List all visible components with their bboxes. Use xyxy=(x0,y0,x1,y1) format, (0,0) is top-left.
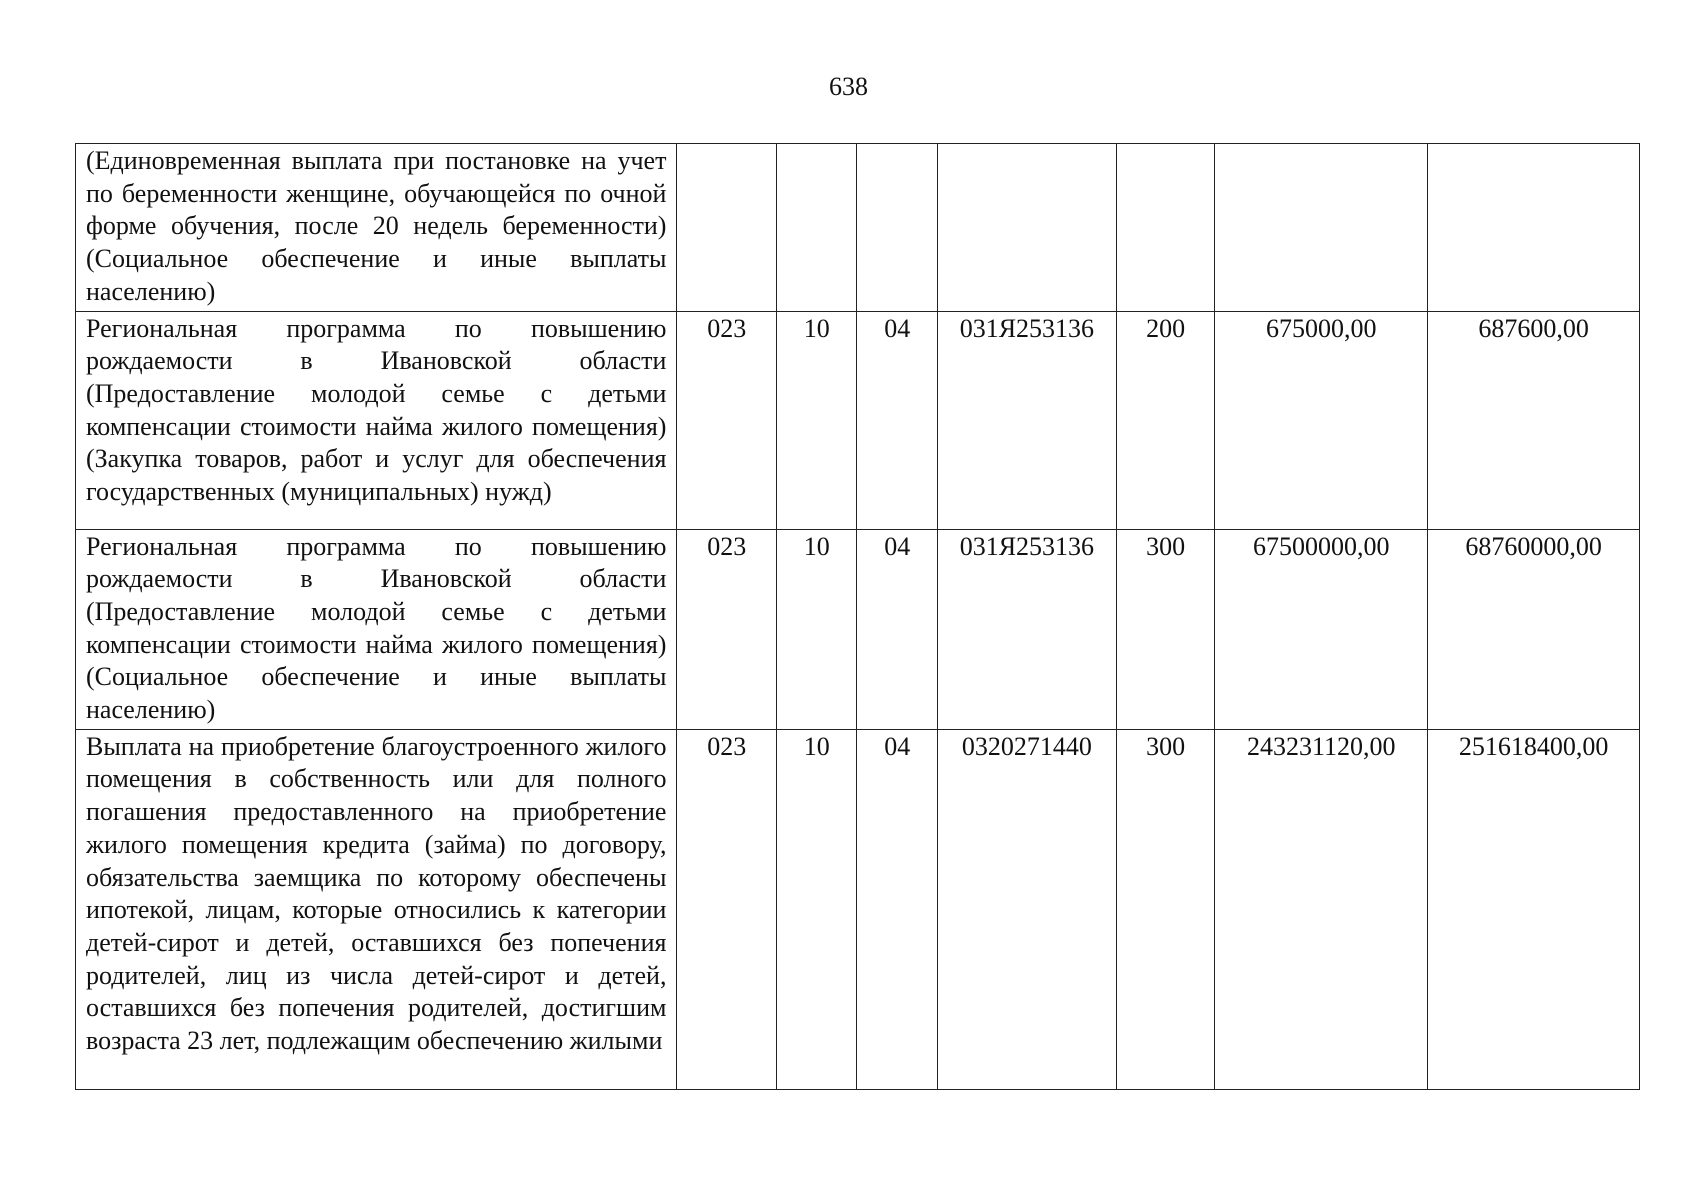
section-cell: 10 xyxy=(776,529,856,729)
row-description: (Единовременная выплата при постановке на учет по беременности женщине, обучающейся по очной форме обучения, после 20 недель беременности) (Социальное обеспечение и иные выплаты населению) xyxy=(86,146,667,306)
row-description: Региональная программа по повышению рождаемости в Ивановской области (Предоставление молодой семье с детьми компенсации стоимости найма жилого помещения) (Закупка товаров, работ и услуг для обеспечения государственных (муниципальных) нужд) xyxy=(86,313,667,507)
subsection-cell: 04 xyxy=(857,729,937,1089)
amount-year1-cell: 243231120,00 xyxy=(1215,729,1428,1089)
amount-year2-cell: 251618400,00 xyxy=(1428,729,1640,1089)
amount-year1-cell: 67500000,00 xyxy=(1215,529,1428,729)
amount-year2-cell: 68760000,00 xyxy=(1428,529,1640,729)
amount-year2-cell: 687600,00 xyxy=(1428,311,1640,529)
row-description: Выплата на приобретение благоустроенного жилого помещения в собственность или для полного погашения предоставленного на приобретение жилого помещения кредита (займа) по договору, обязательства заемщика по которому обеспечены ипотекой, лицам, которые относились к категории детей-сирот и детей, оставшихся без попечения родителей, лиц из числа детей-сирот и детей, оставшихся без попечения родителей, достигшим возраста 23 лет, подлежащим обеспечению жилыми xyxy=(86,731,667,1056)
grbs-cell: 023 xyxy=(677,529,777,729)
table-row xyxy=(76,729,1640,1089)
grbs-cell: 023 xyxy=(677,729,777,1089)
row-description-cell xyxy=(76,144,677,312)
target-article-cell: 031Я253136 xyxy=(937,311,1116,529)
table-row xyxy=(76,144,1640,312)
budget-table xyxy=(75,143,1640,1090)
expense-type-cell: 300 xyxy=(1116,529,1214,729)
row-description: Региональная программа по повышению рождаемости в Ивановской области (Предоставление молодой семье с детьми компенсации стоимости найма жилого помещения) (Социальное обеспечение и иные выплаты населению) xyxy=(86,531,667,725)
row-description-cell xyxy=(76,729,677,1089)
subsection-cell: 04 xyxy=(857,529,937,729)
amount-year1-cell: 675000,00 xyxy=(1215,311,1428,529)
target-article-cell xyxy=(937,144,1116,312)
section-cell: 10 xyxy=(776,311,856,529)
expense-type-cell xyxy=(1116,144,1214,312)
subsection-cell: 04 xyxy=(857,311,937,529)
grbs-cell xyxy=(677,144,777,312)
amount-year2-cell xyxy=(1428,144,1640,312)
row-description-cell xyxy=(76,311,677,529)
amount-year1-cell xyxy=(1215,144,1428,312)
table-row xyxy=(76,311,1640,529)
page-number: 638 xyxy=(829,72,868,101)
target-article-cell: 0320271440 xyxy=(937,729,1116,1089)
subsection-cell xyxy=(857,144,937,312)
expense-type-cell: 200 xyxy=(1116,311,1214,529)
row-description-cell xyxy=(76,529,677,729)
section-cell: 10 xyxy=(776,729,856,1089)
section-cell xyxy=(776,144,856,312)
table-row xyxy=(76,529,1640,729)
grbs-cell: 023 xyxy=(677,311,777,529)
target-article-cell: 031Я253136 xyxy=(937,529,1116,729)
expense-type-cell: 300 xyxy=(1116,729,1214,1089)
